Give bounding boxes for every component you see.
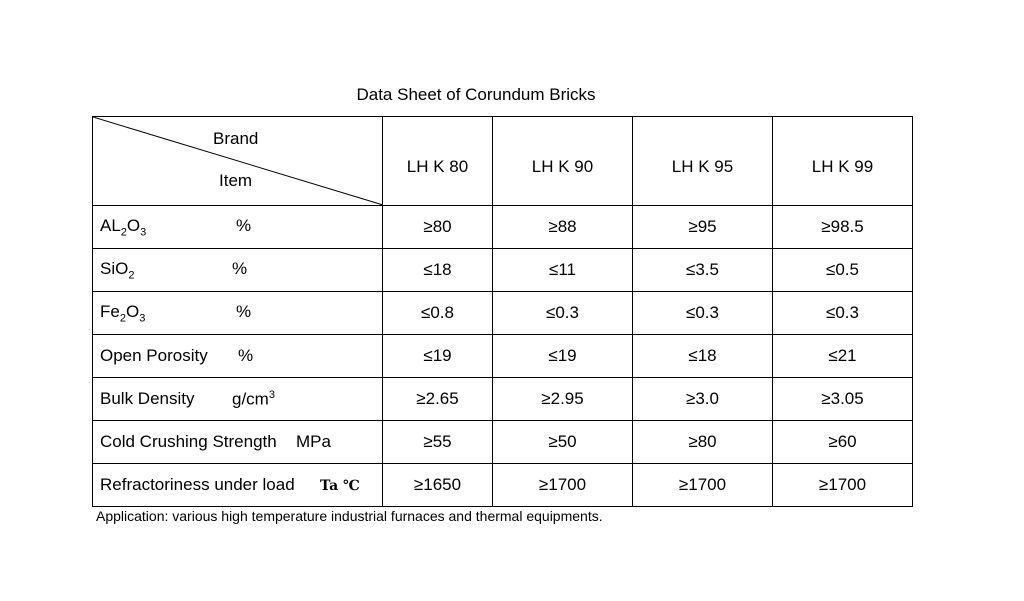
item-unit: % (236, 215, 252, 235)
value-cell: ≤0.3 (493, 292, 633, 335)
item-cell (93, 335, 383, 378)
value-cell: ≥80 (383, 206, 493, 249)
brand-header-cell: LH K 80 (383, 117, 493, 206)
table-row (93, 335, 913, 378)
value-cell: ≥88 (493, 206, 633, 249)
table-row (93, 206, 913, 249)
item-cell (93, 378, 383, 421)
value-cell: ≤11 (493, 249, 633, 292)
item-name: Bulk Density (100, 389, 195, 409)
value-cell: ≥1650 (383, 464, 493, 507)
item-name: SiO$_2$ (100, 258, 135, 282)
item-cell (93, 249, 383, 292)
item-name: Cold Crushing Strength (100, 432, 277, 451)
item-unit: $g/cm^3$ (232, 388, 275, 409)
value-cell: ≥2.95 (493, 378, 633, 421)
item-name: Refractoriness under load (100, 475, 295, 494)
item-name: Open Porosity (100, 346, 208, 365)
table-row (93, 378, 913, 421)
value-cell: ≤18 (383, 249, 493, 292)
item-cell (93, 464, 383, 507)
item-unit: Ta ℃ (320, 478, 360, 494)
table-row (93, 292, 913, 335)
table-row (93, 421, 913, 464)
item-unit: % (236, 301, 252, 321)
value-cell: ≤21 (773, 335, 913, 378)
corner-header-cell (93, 117, 383, 206)
value-cell: ≥1700 (633, 464, 773, 507)
value-cell: ≥80 (633, 421, 773, 464)
item-cell (93, 421, 383, 464)
value-cell: ≤3.5 (633, 249, 773, 292)
value-cell: ≤0.5 (773, 249, 913, 292)
value-cell: ≥55 (383, 421, 493, 464)
header-row (93, 117, 913, 206)
table-row (93, 464, 913, 507)
data-table (92, 116, 913, 507)
value-cell: ≤19 (383, 335, 493, 378)
page-title: Data Sheet of Corundum Bricks (356, 85, 596, 104)
value-cell: ≥95 (633, 206, 773, 249)
item-name: $Fe_2O_3$ (100, 301, 146, 325)
value-cell: ≥3.05 (773, 378, 913, 421)
item-unit: MPa (296, 432, 331, 451)
value-cell: ≥3.0 (633, 378, 773, 421)
item-cell (93, 292, 383, 335)
brand-header-cell: LH K 95 (633, 117, 773, 206)
brand-header-cell: LH K 99 (773, 117, 913, 206)
value-cell: ≥2.65 (383, 378, 493, 421)
application-note: Application: various high temperature industrial furnaces and thermal equipments. (96, 508, 603, 524)
value-cell: ≤19 (493, 335, 633, 378)
value-cell: ≤0.3 (633, 292, 773, 335)
value-cell: ≥60 (773, 421, 913, 464)
value-cell: ≤0.8 (383, 292, 493, 335)
table-row (93, 249, 913, 292)
value-cell: ≥50 (493, 421, 633, 464)
item-cell (93, 206, 383, 249)
item-unit: % (238, 346, 254, 365)
value-cell: ≥98.5 (773, 206, 913, 249)
brand-header-cell: LH K 90 (493, 117, 633, 206)
corner-brand-label: Brand (213, 129, 259, 148)
corner-item-label: Item (219, 171, 253, 190)
value-cell: ≥1700 (493, 464, 633, 507)
item-name: $AL_2O_3$ (100, 215, 147, 239)
item-unit: % (232, 258, 248, 278)
value-cell: ≤18 (633, 335, 773, 378)
value-cell: ≤0.3 (773, 292, 913, 335)
value-cell: ≥1700 (773, 464, 913, 507)
